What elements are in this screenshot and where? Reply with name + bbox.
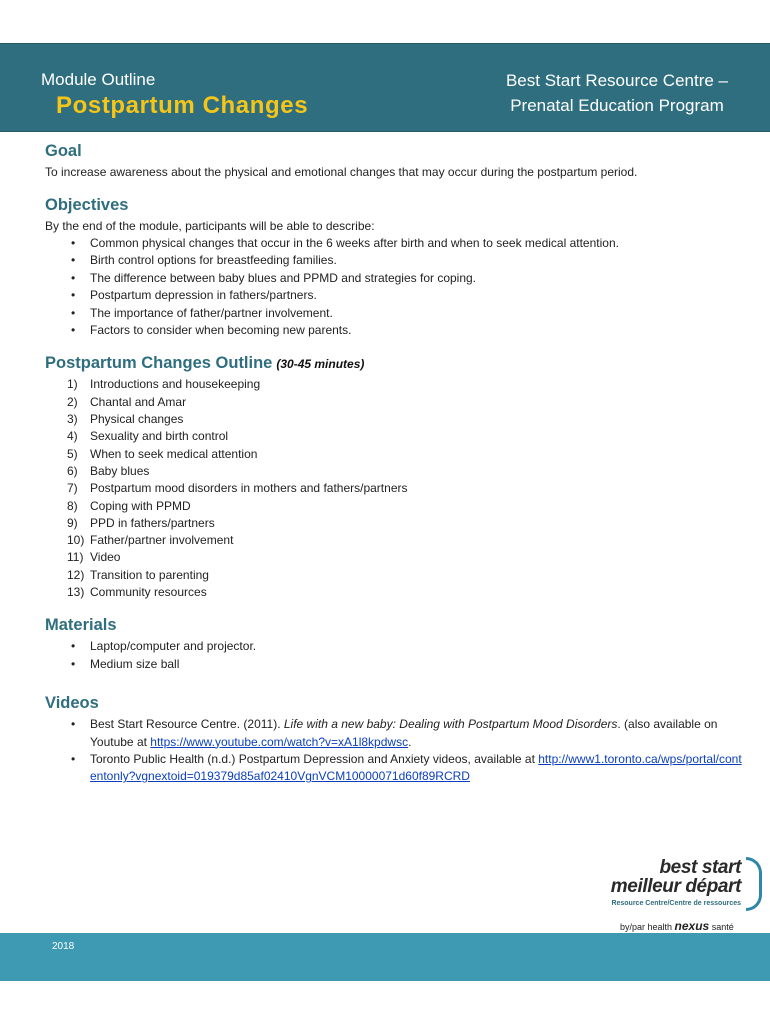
outline-item [67, 515, 745, 532]
outline-item-text: Father/partner involvement [90, 533, 234, 548]
outline-item-text: Coping with PPMD [90, 498, 191, 513]
outline-item [67, 480, 745, 497]
module-label: Module Outline [41, 70, 156, 89]
outline-heading [45, 354, 745, 373]
outline-item-number: 11) [67, 550, 84, 565]
logo-by-prefix: by/par health [620, 922, 675, 932]
outline-item-number: 9) [67, 515, 78, 530]
organization-line-1: Best Start Resource Centre – [505, 71, 728, 90]
logo-line-1: best start [659, 857, 741, 878]
goal-section [45, 142, 745, 181]
materials-section [45, 616, 745, 673]
video-citation-middle: . (also available on Youtube at [90, 717, 718, 749]
video-citation-text: Toronto Public Health (n.d.) Postpartum Depression and Anxiety videos, available at [90, 751, 539, 766]
page-footer [0, 933, 770, 981]
outline-item-text: Sexuality and birth control [90, 429, 229, 444]
outline-item [67, 446, 745, 463]
objective-item: • The difference between baby blues and PPMD and strategies for coping. [71, 270, 745, 287]
goal-heading: Goal [45, 142, 82, 160]
outline-item-text: Chantal and Amar [90, 394, 187, 409]
outline-heading-text: Postpartum Changes Outline [45, 354, 273, 373]
toronto-public-health-link[interactable]: http://www1.toronto.ca/wps/portal/contentonly?vgnextoid=019379d85af02410VgnVCM10000071d60f89RCRD [90, 751, 742, 784]
video-item [71, 716, 745, 751]
organization-line-2: Prenatal Education Program [510, 96, 724, 115]
outline-item [67, 428, 745, 445]
outline-item-number: 13) [67, 585, 85, 599]
outline-item-text: Baby blues [90, 463, 150, 478]
best-start-logo [606, 855, 766, 935]
video-item [71, 751, 745, 786]
outline-item-text: Introductions and housekeeping [90, 377, 261, 392]
outline-item-text: Community resources [90, 585, 207, 599]
outline-item-number: 3) [67, 412, 78, 427]
objectives-intro: By the end of the module, participants will be able to describe: [45, 219, 375, 233]
page-title: Postpartum Changes [56, 92, 309, 119]
outline-item-text: Video [90, 550, 121, 565]
logo-nexus: nexus [674, 919, 710, 933]
footer-year: 2018 [52, 941, 75, 952]
outline-item [67, 584, 745, 601]
outline-item [67, 394, 745, 411]
outline-item-text: When to seek medical attention [90, 446, 258, 461]
outline-item-number: 8) [67, 498, 78, 513]
outline-item [67, 376, 745, 393]
objective-item: • The importance of father/partner involvement. [71, 305, 745, 322]
objective-item: • Birth control options for breastfeeding families. [71, 252, 745, 269]
page-header [0, 43, 770, 132]
outline-item-text: Postpartum mood disorders in mothers and fathers/partners [90, 481, 408, 496]
outline-item [67, 411, 745, 428]
objective-item: • Factors to consider when becoming new parents. [71, 322, 745, 339]
objectives-section [45, 196, 745, 339]
logo-bracket-icon [746, 857, 762, 911]
outline-item-number: 4) [67, 429, 78, 444]
organization-name [506, 68, 728, 118]
outline-duration: (30-45 minutes) [276, 357, 365, 372]
outline-item [67, 567, 745, 584]
outline-section [45, 354, 745, 601]
objectives-heading: Objectives [45, 196, 129, 214]
objectives-list [71, 235, 745, 339]
youtube-link[interactable]: https://www.youtube.com/watch?v=xA1l8kpdwsc [150, 734, 409, 749]
video-citation-prefix: Best Start Resource Centre. (2011). [90, 717, 284, 732]
outline-item [67, 549, 745, 566]
document-body [45, 142, 745, 786]
outline-item [67, 532, 745, 549]
videos-heading: Videos [45, 694, 99, 713]
videos-list [71, 716, 745, 786]
logo-line-2: meilleur départ [610, 876, 741, 897]
outline-item-text: Physical changes [90, 412, 184, 427]
logo-line-3: Resource Centre/Centre de ressources [611, 900, 741, 907]
goal-text: To increase awareness about the physical and emotional changes that may occur during the postpartum period. [45, 165, 638, 179]
outline-item-text: Transition to parenting [90, 567, 209, 582]
videos-section [45, 694, 745, 786]
video-title: Life with a new baby: Dealing with Postpartum Mood Disorders [283, 717, 618, 732]
outline-item-number: 1) [67, 377, 78, 392]
material-item: • Medium size ball [71, 656, 745, 673]
outline-item-number: 6) [67, 463, 78, 478]
material-item: • Laptop/computer and projector. [71, 638, 745, 655]
outline-item-number: 12) [67, 567, 85, 582]
outline-item-number: 2) [67, 394, 78, 409]
outline-item [67, 463, 745, 480]
materials-heading: Materials [45, 616, 117, 635]
video-citation-suffix: . [408, 734, 412, 749]
logo-byline [620, 919, 734, 933]
outline-item [67, 498, 745, 515]
outline-item-number: 5) [67, 446, 78, 461]
outline-item-number: 10) [67, 533, 85, 548]
logo-by-suffix: santé [709, 922, 734, 932]
outline-list [67, 376, 745, 601]
outline-item-number: 7) [67, 481, 78, 496]
materials-list [71, 638, 745, 673]
outline-item-text: PPD in fathers/partners [90, 515, 215, 530]
objective-item: • Common physical changes that occur in the 6 weeks after birth and when to seek medical attention. [71, 235, 745, 252]
objective-item: • Postpartum depression in fathers/partners. [71, 287, 745, 304]
